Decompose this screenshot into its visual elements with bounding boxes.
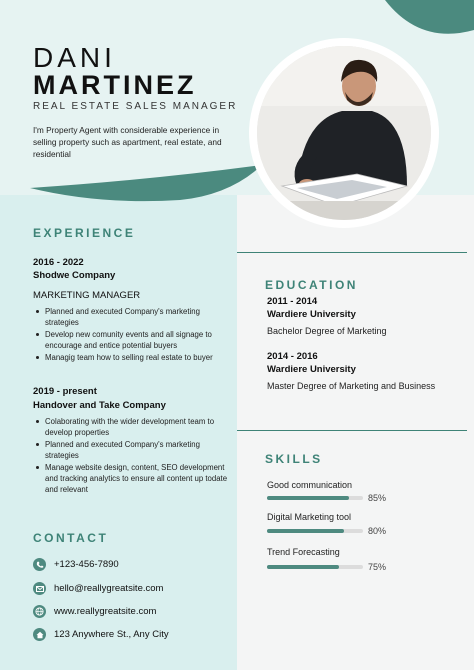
edu-2-school: Wardiere University <box>267 364 356 375</box>
skill-3-bar <box>267 565 363 569</box>
experience-heading: EXPERIENCE <box>33 226 136 240</box>
contact-email-text: hello@reallygreatsite.com <box>54 583 164 594</box>
job-1-role: MARKETING MANAGER <box>33 290 141 301</box>
edu-1-school: Wardiere University <box>267 309 356 320</box>
list-item: Managig team how to selling real estate to buyer <box>33 352 233 363</box>
list-item: Planned and executed Company's marketing strategies <box>33 306 233 328</box>
edu-1-years: 2011 - 2014 <box>267 296 318 307</box>
home-icon <box>33 628 46 641</box>
first-name: DANI <box>33 42 116 73</box>
skill-2-fill <box>267 529 344 533</box>
edu-2-degree: Master Degree of Marketing and Business <box>267 381 436 391</box>
summary-text: I'm Property Agent with considerable experience in selling property such as apartment, real estate, and residential <box>33 125 222 159</box>
skills-heading: SKILLS <box>265 452 323 466</box>
last-name: MARTINEZ <box>33 70 197 100</box>
contact-email[interactable] <box>33 582 163 595</box>
profile-photo <box>257 46 431 220</box>
contact-heading: CONTACT <box>33 531 109 545</box>
contact-phone[interactable] <box>33 558 119 571</box>
contact-phone-text: +123-456-7890 <box>54 559 119 570</box>
email-icon <box>33 582 46 595</box>
job-title: REAL ESTATE SALES MANAGER <box>33 101 238 112</box>
skill-2-bar <box>267 529 363 533</box>
contact-website-text: www.reallygreatsite.com <box>54 606 157 617</box>
list-item: Manage website design, content, SEO development and tracking analytics to ensure all content up todate and relevant <box>33 462 233 495</box>
job-1-bullets <box>33 306 233 364</box>
skill-1-name: Good communication <box>267 480 353 490</box>
skill-1-percent: 85% <box>368 493 387 503</box>
contact-website[interactable] <box>33 605 156 618</box>
education-divider-top <box>237 252 467 253</box>
skill-3-percent: 75% <box>368 562 387 572</box>
skill-2-name: Digital Marketing tool <box>267 512 352 522</box>
job-2-bullets <box>33 416 233 496</box>
skill-1-fill <box>267 496 349 500</box>
edu-2-years: 2014 - 2016 <box>267 351 318 362</box>
skill-3-fill <box>267 565 339 569</box>
job-1-company: Shodwe Company <box>33 270 116 281</box>
phone-icon <box>33 558 46 571</box>
skills-divider-top <box>237 430 467 431</box>
edu-1-degree: Bachelor Degree of Marketing <box>267 326 387 336</box>
job-2-company: Handover and Take Company <box>33 400 166 411</box>
job-1-dates: 2016 - 2022 <box>33 257 84 268</box>
education-heading: EDUCATION <box>265 278 358 292</box>
contact-address <box>33 628 169 641</box>
globe-icon <box>33 605 46 618</box>
list-item: Planned and executed Company's marketing strategies <box>33 439 233 461</box>
list-item: Develop new comunity events and all signage to encourage and entice potential buyers <box>33 329 233 351</box>
job-2-dates: 2019 - present <box>33 386 97 397</box>
contact-address-text: 123 Anywhere St., Any City <box>54 629 169 640</box>
list-item: Colaborating with the wider development team to develop properties <box>33 416 233 438</box>
skill-1-bar <box>267 496 363 500</box>
skill-3-name: Trend Forecasting <box>267 547 340 557</box>
skill-2-percent: 80% <box>368 526 387 536</box>
